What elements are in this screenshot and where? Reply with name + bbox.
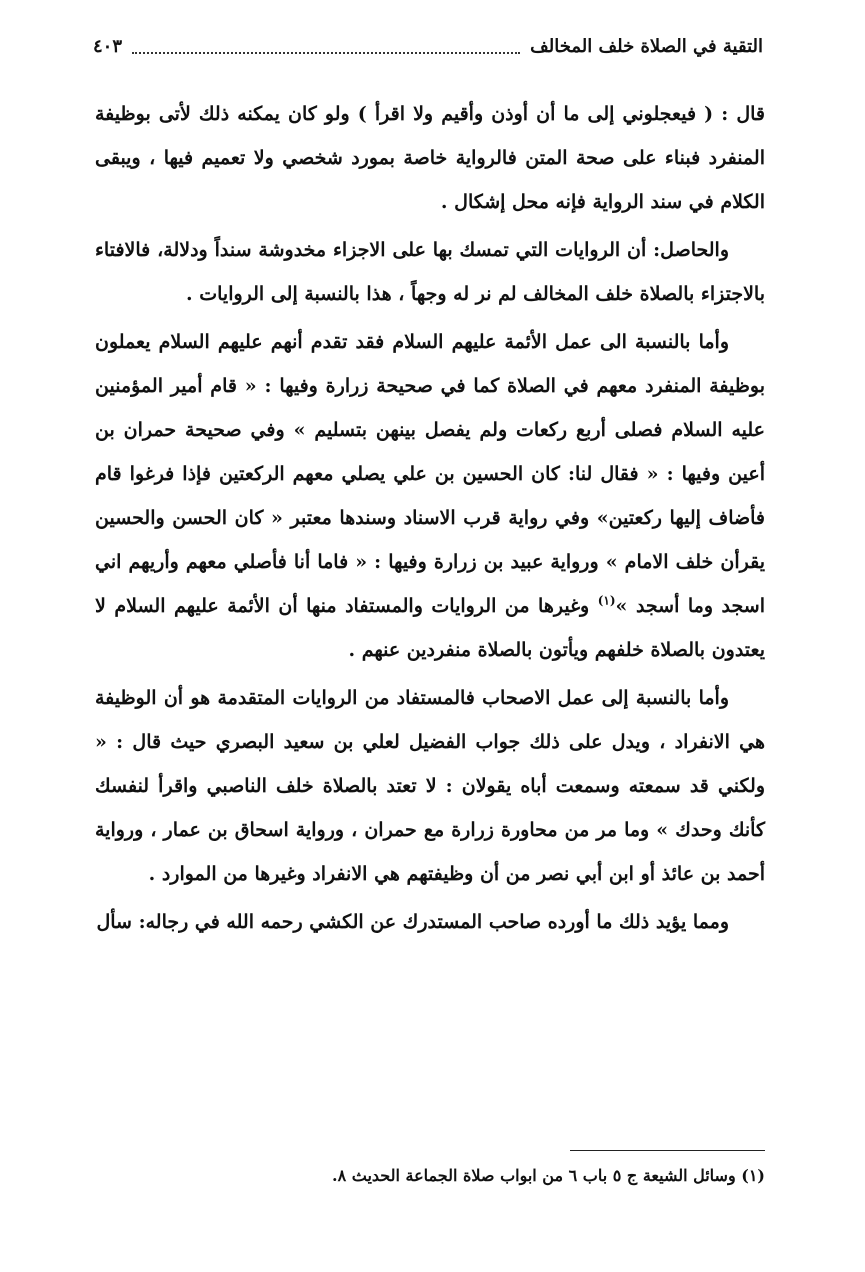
paragraph-3: [95, 320, 765, 672]
paragraph-4: وأما بالنسبة إلى عمل الاصحاب فالمستفاد من الروايات المتقدمة هو أن الوظيفة هي الانفراد ، ويدل على ذلك جواب الفضيل لعلي بن سعيد البصري حيث قال : « ولكني قد سمعته وسمعت أباه يقولان : لا تعتد بالصلاة خلف الناصبي واقرأ لنفسك كأنك وحدك » وما مر من محاورة زرارة مع حمران ، ورواية اسحاق بن عمار ، ورواية أحمد بن عائذ أو ابن أبي نصر من أن وظيفتهم هي الانفراد وغيرها من الموارد .: [95, 687, 765, 885]
paragraph-2: والحاصل: أن الروايات التي تمسك بها على الاجزاء مخدوشة سنداً ودلالة، فالافتاء بالاجتزاء بالصلاة خلف المخالف لم نر له وجهاً ، هذا بالنسبة إلى الروايات .: [95, 239, 765, 305]
paragraph-1: قال : ( فيعجلوني إلى ما أن أوذن وأقيم ولا اقرأ ) ولو كان يمكنه ذلك لأتى بوظيفة المنفرد فبناء على صحة المتن فالرواية خاصة بمورد شخصي ولا تعميم فيها ، ويبقى الكلام في سند الرواية فإنه محل إشكال .: [95, 103, 765, 213]
running-head: [93, 30, 763, 62]
paragraph-3-text: وأما بالنسبة الى عمل الأئمة عليهم السلام فقد تقدم أنهم عليهم السلام يعملون بوظيفة المنفرد معهم في الصلاة كما في صحيحة زرارة وفيها : « قام أمير المؤمنين عليه السلام فصلى أربع ركعات ولم يفصل بينهن بتسليم » وفي صحيحة حمران بن أعين وفيها : « فقال لنا: كان الحسين بن علي يصلي معهم الركعتين فإذا فرغوا قام فأضاف إليها ركعتين» وفي رواية قرب الاسناد وسندها معتبر « كان الحسن والحسين يقرأن خلف الامام » ورواية عبيد بن زرارة وفيها : « فاما أنا فأصلي معهم وأريهم اني اسجد وما أسجد »: [95, 331, 765, 617]
footnote: (١) وسائل الشيعة ج ٥ باب ٦ من ابواب صلاة الجماعة الحديث ٨.: [331, 1166, 765, 1185]
paragraph-5: ومما يؤيد ذلك ما أورده صاحب المستدرك عن الكشي رحمه الله في رجاله: سأل: [96, 911, 729, 933]
page-number: ٤٠٣: [93, 35, 123, 57]
running-head-title: التقية في الصلاة خلف المخالف: [530, 35, 763, 57]
paragraph-3-tail: وغيرها من الروايات والمستفاد منها أن الأئمة عليهم السلام لا يعتدون بالصلاة خلفهم ويأتون بالصلاة منفردين عنهم .: [95, 595, 765, 661]
main-text: [95, 92, 765, 948]
footnote-marker: (١): [597, 593, 616, 608]
footnote-divider: [570, 1150, 765, 1151]
dot-leader: [132, 38, 520, 54]
